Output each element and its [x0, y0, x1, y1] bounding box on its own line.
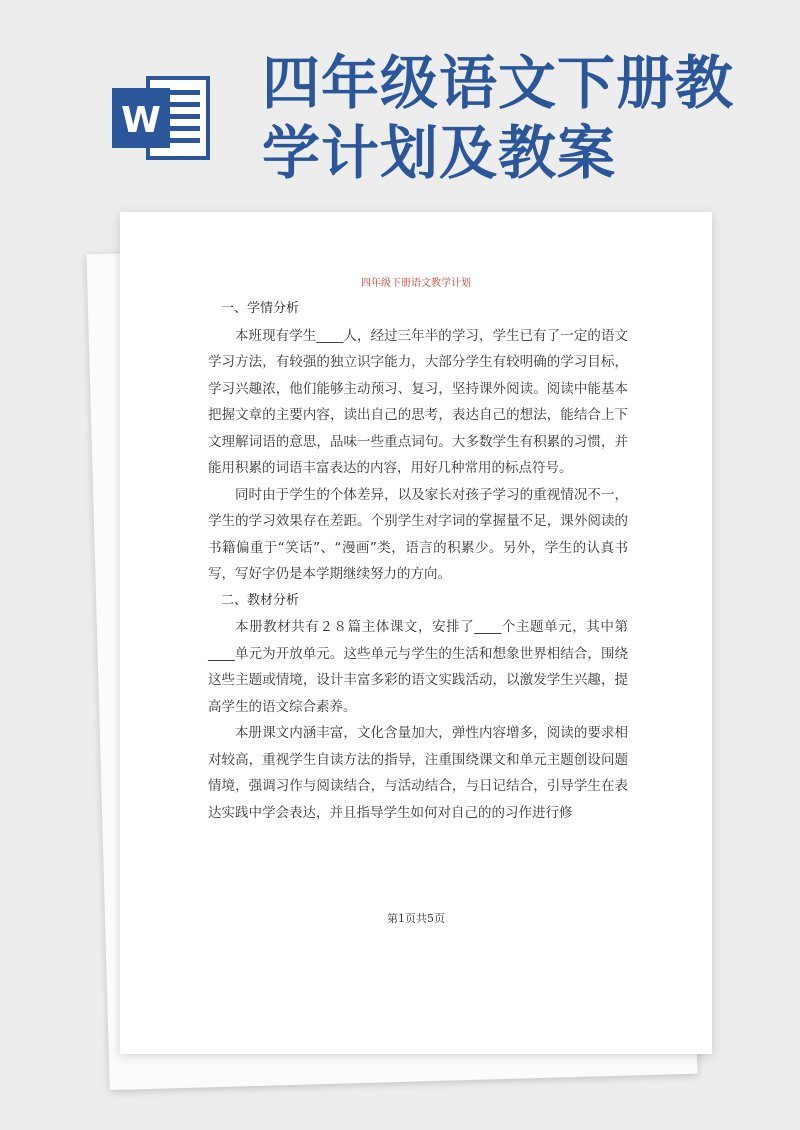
paragraph: 本册课文内涵丰富，文化含量加大，弹性内容增多，阅读的要求相对较高，重视学生自读方法的指导，注重围绕课文和单元主题创设问题情境，强调习作与阅读结合，与活动结合，与日记结合，引导学生在表达实践中学会表达，并且指导学生如何对自己的的习作进行修 [208, 725, 628, 821]
paragraph: 本班现有学生____人，经过三年半的学习，学生已有了一定的语文学习方法，有较强的独立识字能力，大部分学生有较明确的学习目标，学习兴趣浓，他们能够主动预习、复习，坚持课外阅读。阅读中能基本把握文章的主要内容，读出自己的思考，表达自己的想法，能结合上下文理解词语的意思，品味一些重点词句。大多数学生有积累的习惯，并能用积累的词语丰富表达的内容，用好几种常用的标点符号。 [208, 327, 628, 476]
section-heading-1: 一、学情分析 [221, 301, 300, 316]
section-heading-2: 二、教材分析 [221, 592, 300, 608]
header [0, 0, 800, 200]
document-page [120, 212, 712, 1054]
word-document-icon [112, 74, 212, 162]
paragraph: 同时由于学生的个体差异，以及家长对孩子学习的重视情况不一，学生的学习效果存在差距。个别学生对字词的掌握量不足，课外阅读的书籍偏重于“笑话”、“漫画”类，语言的积累少。另外，学生的认真书写，写好字仍是本学期继续努力的方向。 [208, 486, 628, 582]
document-title: 四年级下册语文教学计划 [361, 278, 471, 289]
page-number-footer: 第1页共5页 [387, 912, 445, 925]
document-body [208, 296, 628, 826]
paragraph: 本册教材共有２８篇主体课文，安排了____个主题单元，其中第____单元为开放单元。这些单元与学生的生活和想象世界相结合，围绕这些主题或情境，设计丰富多彩的语文实践活动，以激发学生兴趣，提高学生的语文综合素养。 [208, 619, 628, 715]
word-icon-letter: W [121, 100, 161, 141]
page-title: 四年级语文下册教 学计划及教案 [262, 49, 735, 187]
